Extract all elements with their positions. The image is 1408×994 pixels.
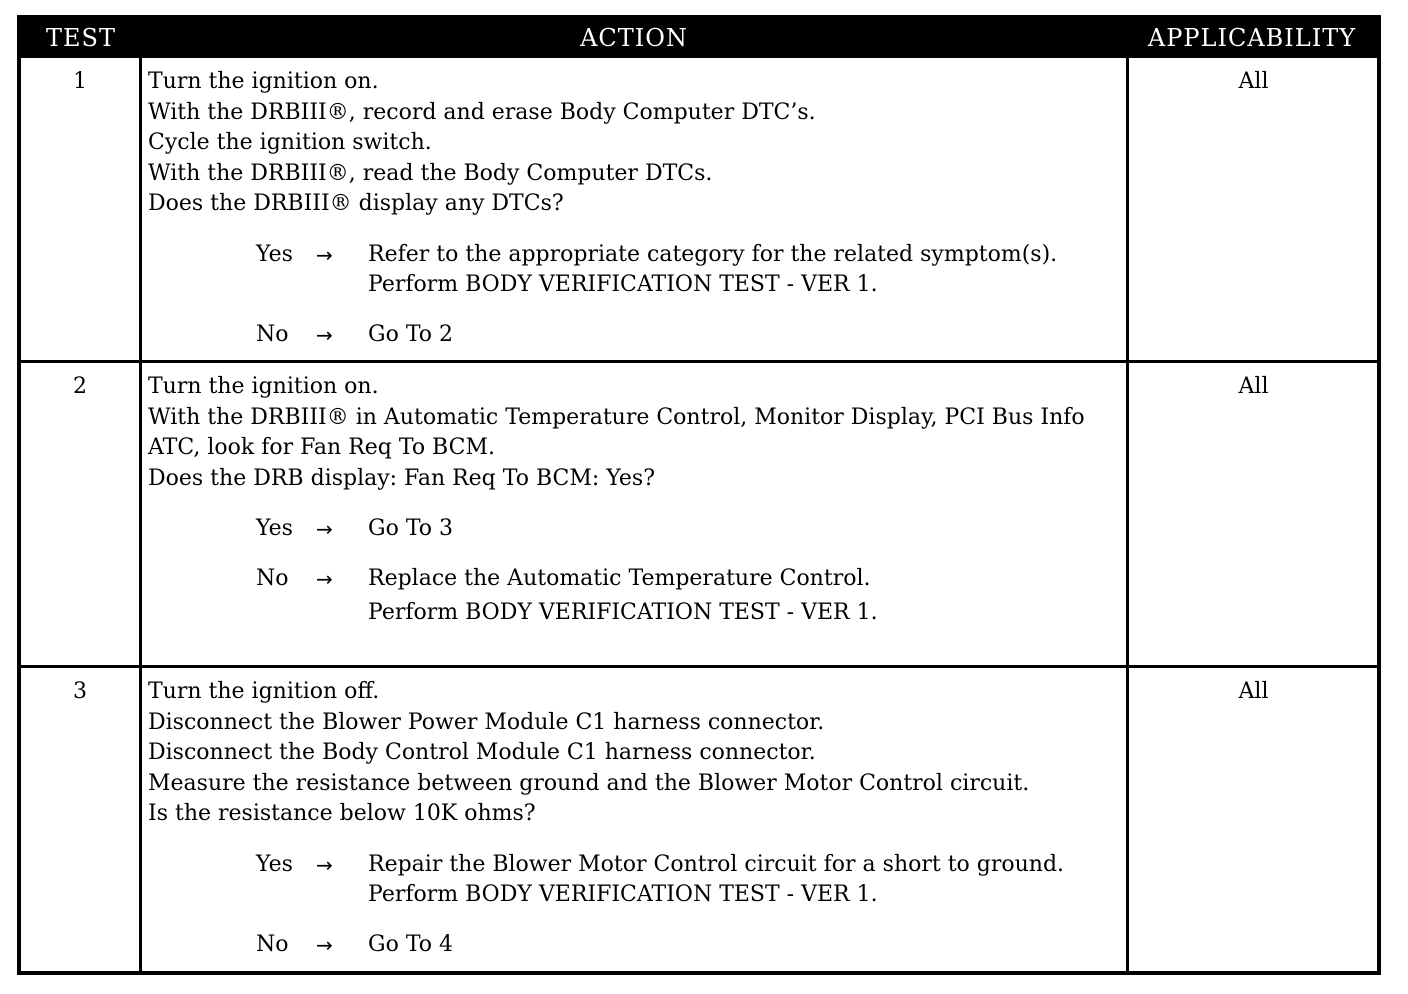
test-number-2: 2 — [73, 374, 87, 399]
arrow-right-icon: → — [316, 517, 333, 541]
result-text: Replace the Automatic Temperature Control. — [368, 565, 871, 591]
yes-result — [148, 850, 1128, 911]
no-result — [148, 930, 1128, 961]
result-text: Perform BODY VERIFICATION TEST - VER 1. — [368, 600, 878, 625]
step-text: Is the resistance below 10K ohms? — [148, 801, 536, 826]
step-text: Turn the ignition on. — [148, 69, 379, 94]
result-text: Perform BODY VERIFICATION TEST - VER 1. — [368, 272, 878, 297]
column-divider-test — [139, 58, 142, 971]
header-applicability: APPLICABILITY — [1147, 24, 1357, 52]
test-number-3: 3 — [73, 679, 87, 704]
yes-label: Yes — [256, 851, 293, 877]
step-text: Disconnect the Body Control Module C1 harness connector. — [148, 740, 816, 765]
arrow-right-icon: → — [316, 852, 333, 877]
arrow-right-icon: → — [316, 322, 333, 347]
result-text: Go To 2 — [368, 321, 454, 347]
row-divider-1 — [21, 360, 1377, 363]
arrow-right-icon: → — [316, 566, 333, 591]
result-text: Go To 4 — [368, 931, 454, 957]
result-text: Refer to the appropriate category for the related symptom(s). — [368, 241, 1058, 267]
yes-label: Yes — [256, 241, 293, 267]
header-action: ACTION — [580, 24, 688, 52]
action-cell-2 — [148, 372, 1128, 631]
step-text: Turn the ignition on. — [148, 374, 379, 399]
result-text: Go To 3 — [368, 516, 454, 541]
no-label: No — [256, 321, 289, 347]
row-divider-2 — [21, 665, 1377, 668]
step-text: Cycle the ignition switch. — [148, 130, 432, 155]
step-text: With the DRBIII® in Automatic Temperature Control, Monitor Display, PCI Bus Info — [148, 404, 1085, 430]
step-text: With the DRBIII®, read the Body Computer DTCs. — [148, 160, 713, 186]
step-text: Does the DRBIII® display any DTCs? — [148, 191, 564, 216]
result-text: Repair the Blower Motor Control circuit for a short to ground. — [368, 851, 1065, 877]
no-result — [148, 564, 1128, 632]
arrow-right-icon: → — [316, 932, 333, 957]
yes-result — [148, 514, 1128, 545]
no-label: No — [256, 931, 289, 957]
yes-label: Yes — [256, 516, 293, 541]
action-cell-1 — [148, 67, 1128, 350]
no-result — [148, 320, 1128, 351]
result-text: Perform BODY VERIFICATION TEST - VER 1. — [368, 882, 878, 907]
yes-result — [148, 240, 1128, 301]
action-cell-3 — [148, 677, 1128, 960]
applicability-1: All — [1238, 69, 1269, 94]
step-text: With the DRBIII®, record and erase Body Computer DTC’s. — [148, 99, 816, 125]
applicability-3: All — [1238, 679, 1269, 704]
arrow-right-icon: → — [316, 242, 333, 267]
step-text: ATC, look for Fan Req To BCM. — [148, 435, 495, 460]
step-text: Turn the ignition off. — [148, 679, 380, 704]
no-label: No — [256, 565, 289, 591]
header-test: TEST — [46, 24, 116, 52]
step-text: Disconnect the Blower Power Module C1 harness connector. — [148, 709, 825, 735]
diagnostic-table — [17, 15, 1381, 975]
step-text: Measure the resistance between ground and the Blower Motor Control circuit. — [148, 770, 1030, 796]
table-header — [21, 19, 1377, 58]
applicability-2: All — [1238, 374, 1269, 399]
test-number-1: 1 — [73, 69, 87, 94]
step-text: Does the DRB display: Fan Req To BCM: Yes? — [148, 465, 656, 491]
